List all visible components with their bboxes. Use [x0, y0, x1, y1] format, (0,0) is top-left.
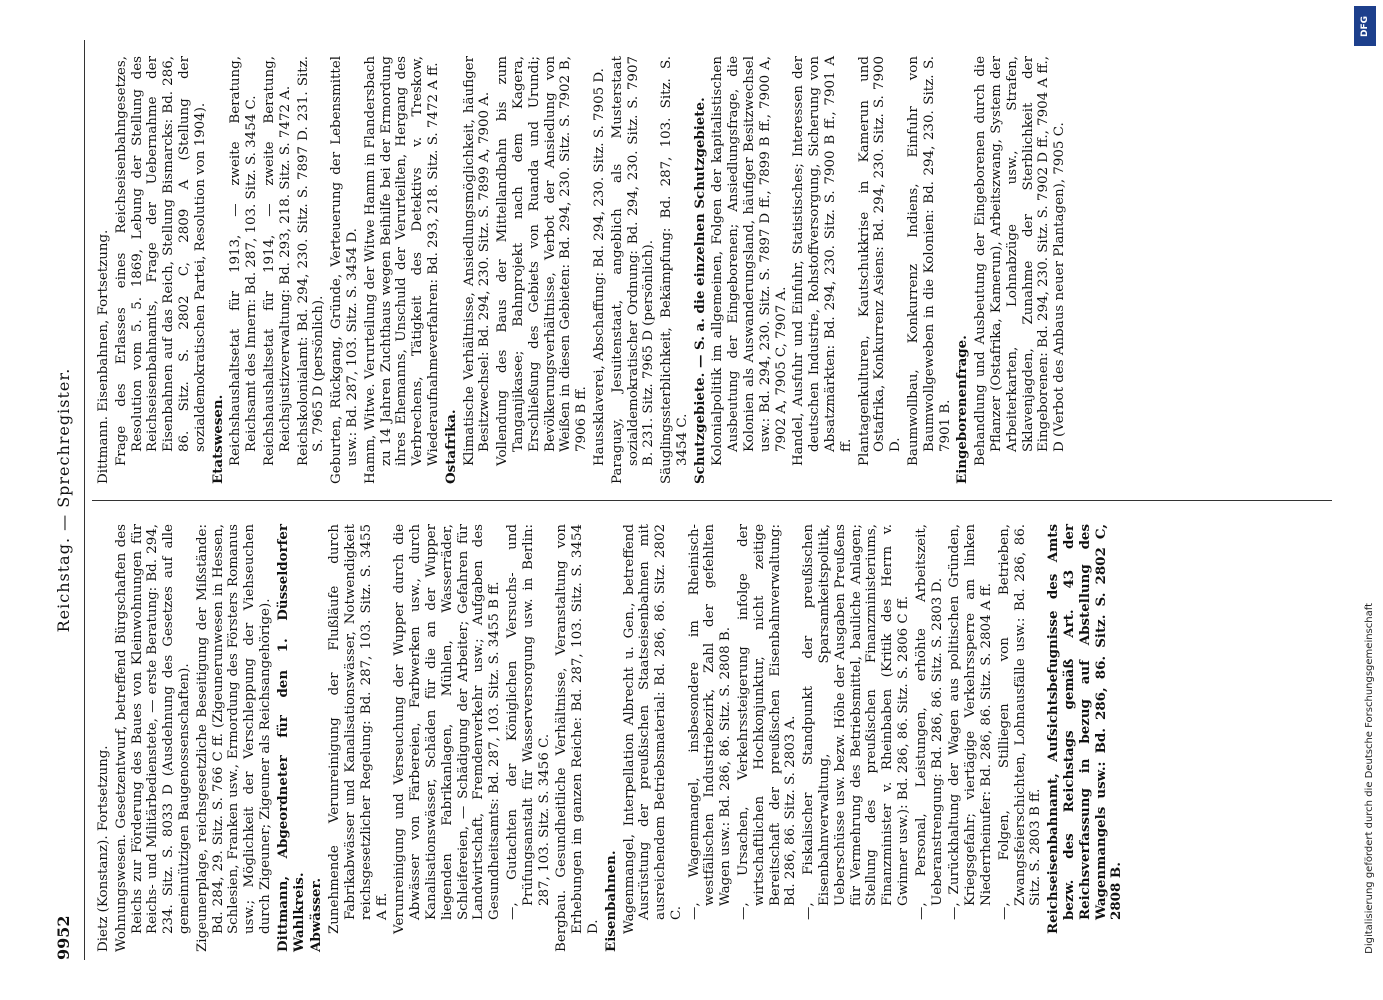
index-entry: Zigeunerplage, reichsgesetzliche Beseitigung der Mißstände: Bd. 284, 29. Sitz. S. 766 C ff. (Zigeunerunwesen in Hessen, Schlesien, Franken usw., Ermordung des Försters Romanus usw.; Möglichkeit der Verschleppung der Viehseuchen durch Zigeuner; Zigeuner als Reichsangehörige).	[194, 524, 273, 952]
index-entry: Reichshaushaltsetat für 1914, — zweite Beratung, Reichsjustizverwaltung: Bd. 293, 218. Sitz. S. 7472 A.	[261, 56, 293, 466]
index-entry: Plantagenkulturen, Kautschukkrise in Kamerun und Ostafrika, Konkurrenz Asiens: Bd. 294, 230. Sitz. S. 7900 D.	[856, 56, 904, 466]
index-entry: Baumwollbau, Konkurrenz Indiens, Einfuhr von Baumwollgeweben in die Kolonien: Bd. 294, 230. Sitz. S. 7901 B.	[906, 56, 953, 466]
index-entry: Zunehmende Verunreinigung der Flußläufe durch Fabrikabwässer und Kanalisationswässer, Notwendigkeit reichsgesetzlicher Regelung: Bd. 287, 103. Sitz. S. 3455 A ff.	[327, 524, 390, 934]
continuation-heading: Dittmann. Eisenbahnen, Fortsetzung.	[96, 229, 111, 484]
index-entry: Behandlung und Ausbeutung der Eingeborenen durch die Pflanzer (Ostafrika, Kamerun), Arbeitszwang, System der Arbeiterkarten, Lohnabzüge usw., Strafen, Sklavenjagden, Zunahme der Sterblichkeit der Eingeborenen: Bd. 294, 230. Sitz. S. 7902 D ff., 7904 A ff., D (Verbot des Anbaus neuer Plantagen), 7905 C.	[973, 56, 1068, 466]
index-entry: Säuglingssterblichkeit, Bekämpfung: Bd. 287, 103. Sitz. S. 3454 C.	[659, 56, 690, 484]
index-entry: Wohnungswesen. Gesetzentwurf, betreffend Bürgschaften des Reichs zur Förderung des Baues von Kleinwohnungen für Reichs- und Militärbedienstete, — erste Beratung: Bd. 294, 234. Sitz. S. 8033 D (Ausdehnung des Gesetzes auf alle gemeinnützigen Baugenossenschaften).	[113, 524, 192, 952]
index-entry: Reichseisenbahnamt, Aufsichtsbefugnisse des Amts bezw. des Reichstags gemäß Art. 43 der Reichsverfassung in bezug auf Abstellung des Wagenmangels usw.: Bd. 286, 86. Sitz. S. 2802 C, 2808 B.	[1045, 524, 1125, 934]
index-entry: Paraguay, Jesuitenstaat, angeblich als Musterstaat sozialdemokratischer Ordnung: Bd. 294, 230. Sitz. S. 7907 B. 231. Sitz. 7965 D (persönlich).	[609, 56, 657, 484]
page-header	[42, 40, 86, 960]
running-head: Reichstag. — Sprechregister.	[54, 367, 73, 633]
topic-heading: Etatswesen.	[209, 394, 226, 484]
index-entry: Bergbau. Gesundheitliche Verhältnisse, Veranstaltung von Erhebungen im ganzen Reiche: Bd. 287, 103. Sitz. S. 3454 D.	[554, 524, 601, 952]
right-column	[96, 56, 1070, 484]
dfg-logo: DFG	[1354, 6, 1376, 46]
index-entry: Reichskolonialamt: Bd. 294, 230. Sitz. S. 7897 D. 231. Sitz. S. 7965 D (persönlich).	[295, 56, 327, 466]
index-entry: Handel, Ausfuhr und Einfuhr, Statistisches; Interessen der deutschen Industrie, Rohstoffversorgung, Sicherung von Absatzmärkten: Bd. 294, 230. Sitz. S. 7900 B ff., 7901 A ff.	[791, 56, 854, 466]
index-entry: —, Zurückhaltung der Wagen aus politischen Gründen, Kriegsgefahr; viertägige Verkehrssperre am linken Niederrheinufer: Bd. 286, 86. Sitz. S. 2804 A ff.	[947, 524, 995, 920]
index-entry: Haussklaverei, Abschaffung: Bd. 294, 230. Sitz. S. 7905 D.	[591, 68, 607, 466]
topic-heading: Schutzgebiete. — S. a. die einzelnen Schutzgebiete.	[691, 97, 708, 484]
left-column	[96, 524, 1127, 952]
topic-heading: Eingeborenenfrage.	[954, 335, 971, 484]
topic-heading: Abwässer.	[308, 877, 325, 952]
index-entry: —, Fiskalischer Standpunkt der preußischen Eisenbahnverwaltung, Sparsamkeitspolitik, Ueberschüsse usw. bezw. Höhe der Ausgaben Preußens für Vermehrung des Betriebsmittel, bauliche Anlagen; Stellung des preußischen Finanzministeriums, Finanzminister v. Rheinbaben (Kritik des Herrn v. Gwinner usw.): Bd. 286, 86. Sitz. S. 2806 C ff.	[801, 524, 912, 920]
index-entry: —, Ursachen, Verkehrssteigerung infolge der wirtschaftlichen Hochkonjunktur, nicht zeitige Bereitschaft der preußischen Eisenbahnverwaltung: Bd. 286, 86. Sitz. S. 2803 A.	[736, 524, 799, 920]
digitization-credit: Digitalisierung gefördert durch die Deutsche Forschungsgemeinschaft	[1364, 603, 1375, 954]
index-entry: Kolonialpolitik im allgemeinen, Folgen der kapitalistischen Ausbeutung der Eingeborenen; Ansiedlungsfrage, die Kolonien als Auswanderungsland, häufiger Besitzwechsel usw.: Bd. 294, 230. Sitz. S. 7897 D ff., 7899 B ff., 7900 A, 7902 A, 7905 C, 7907 A.	[710, 56, 789, 466]
index-entry: Reichshaushaltsetat für 1913, — zweite Beratung, Reichsamt des Innern: Bd. 287, 103. Sitz. S. 3454 C.	[228, 56, 260, 466]
topic-heading: Ostafrika.	[442, 409, 459, 484]
index-entry: Klimatische Verhältnisse, Ansiedlungsmöglichkeit, häufiger Besitzwechsel: Bd. 294, 230. Sitz. S. 7899 A, 7900 A.	[461, 56, 493, 466]
index-entry: —, Wagenmangel, insbesondere im Rheinisch-westfälischen Industriebezirk, Zahl der gefehlten Wagen usw.: Bd. 286, 86. Sitz. S. 2808 B.	[686, 524, 734, 920]
index-entry: Wagenmangel, Interpellation Albrecht u. Gen., betreffend Ausrüstung der preußischen Staatseisenbahnen mit ausreichendem Betriebsmaterial: Bd. 286, 86. Sitz. 2802 C.	[621, 524, 684, 934]
page-number: 9952	[54, 915, 73, 960]
index-entry: —, Folgen, Stilliegen von Betrieben, Zwangsfeierschichten, Lohnausfälle usw.: Bd. 286, 86. Sitz. S. 2803 B ff.	[996, 524, 1044, 920]
index-entry: Verunreinigung und Verseuchung der Wupper durch die Abwässer von Färbereien, Farbwerken usw., durch Kanalisationswässer, Schäden für die an der Wupper liegenden Fabrikanlagen, Mühlen, Wasserräder, Schleifereien, — Schädigung der Arbeiter; Gefahren für Landwirtschaft, Fremdenverkehr usw.; Aufgaben des Gesundheitsamts: Bd. 287, 103. Sitz. S. 3455 B ff.	[392, 524, 503, 934]
index-entry: Frage des Erlasses eines Reichseisenbahngesetzes, Resolution vom 5. 5. 1869, Lebung der Stellung des Reichseisenbahnamts, Frage der Uebernahme der Eisenbahnen auf das Reich, Stellung Bismarcks: Bd. 286, 86. Sitz. S. 2802 C, 2809 A (Stellung der sozialdemokratischen Partei, Resolution von 1904).	[113, 56, 208, 466]
index-entry: Hamm, Witwe. Verurteilung der Witwe Hamm in Flandersbach zu 14 Jahren Zuchthaus wegen Beihilfe bei der Ermordung ihres Ehemanns, Unschuld der Verurteilten, Hergang des Verbrechens, Tätigkeit des Detektivs v. Treskow, Wiederaufnahmeverfahren: Bd. 293, 218. Sitz. S. 7472 A ff.	[362, 56, 441, 484]
header-rule	[84, 40, 85, 960]
index-entry: Vollendung des Baus der Mittellandbahn bis zum Tanganjikasee; Bahnprojekt nach dem Kagera, Erschließung des Gebiets von Ruanda und Urundi; Bevölkerungsverhältnisse, Verbot der Ansiedlung von Weißen in diesen Gebieten: Bd. 294, 230. Sitz. S. 7902 B, 7906 B ff.	[495, 56, 590, 466]
speaker-heading: Dittmann, Abgeordneter für den 1. Düsseldorfer Wahlkreis.	[274, 524, 307, 952]
index-entry: Geburten, Rückgang, Gründe, Verteuerung der Lebensmittel usw.: Bd. 287, 103. Sitz. S. 3454 D.	[329, 56, 360, 484]
index-entry: —, Personal, Leistungen, erhöhte Arbeitszeit, Ueberanstrengung: Bd. 286, 86. Sitz. S. 2803 D.	[913, 524, 945, 920]
topic-heading: Eisenbahnen.	[602, 850, 619, 952]
column-divider	[92, 500, 1332, 501]
index-entry: —, Gutachten der Königlichen Versuchs- und Prüfungsanstalt für Wasserversorgung usw. in Berlin: 287, 103. Sitz. S. 3456 C.	[504, 524, 552, 920]
digitization-sidebar	[1349, 0, 1381, 1000]
continuation-heading: Dietz (Konstanz). Fortsetzung.	[96, 745, 111, 952]
